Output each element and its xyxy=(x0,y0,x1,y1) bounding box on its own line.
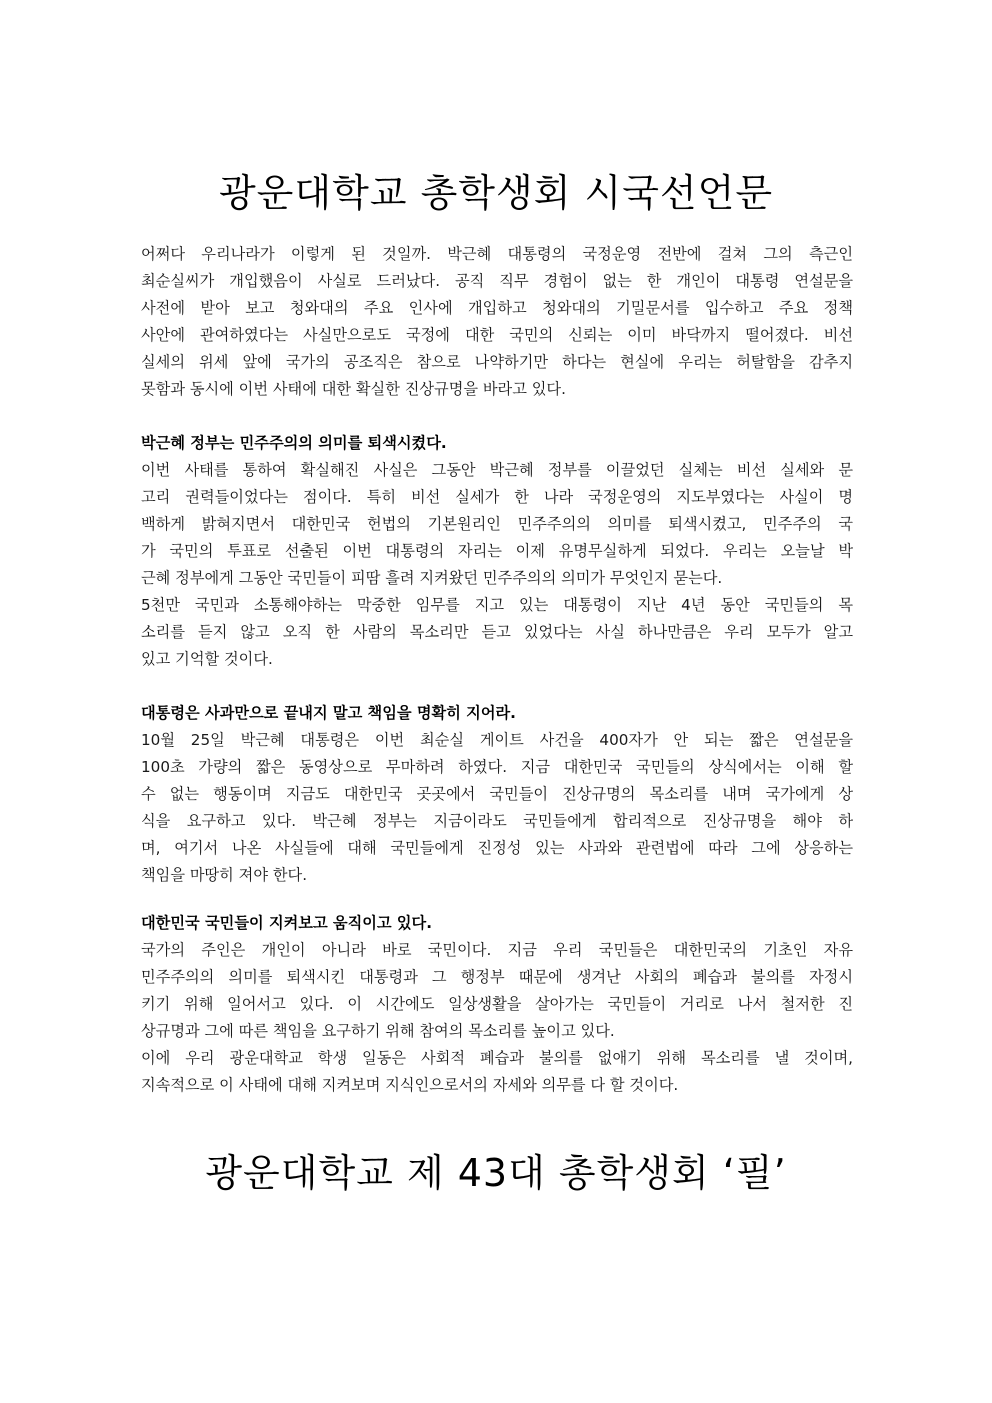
text-line: 근혜 정부에게 그동안 국민들이 피땀 흘려 지켜왔던 민주주의의 의미가 무엇인지 묻는다. xyxy=(141,569,723,587)
text-line: 수 없는 행동이며 지금도 대한민국 곳곳에서 국민들이 진상규명의 목소리를 내며 국가에게 상 xyxy=(141,785,853,803)
text-line: 사전에 받아 보고 청와대의 주요 인사에 개입하고 청와대의 기밀문서를 입수하고 주요 정책 xyxy=(141,299,853,317)
section-responsibility xyxy=(141,700,853,889)
text-line: 고리 권력들이었다는 점이다. 특히 비선 실세가 한 나라 국정운영의 지도부였다는 사실이 명 xyxy=(141,488,853,506)
text-line: 소리를 듣지 않고 오직 한 사람의 목소리만 듣고 있었다는 사실 하나만큼은 우리 모두가 알고 xyxy=(141,623,853,641)
text-line: 있고 기억할 것이다. xyxy=(141,650,273,668)
section-heading: 박근혜 정부는 민주주의의 의미를 퇴색시켰다. xyxy=(141,434,447,452)
intro-paragraph xyxy=(141,241,853,403)
text-line: 실세의 위세 앞에 국가의 공조직은 참으로 나약하기만 하다는 현실에 우리는 허탈함을 감추지 xyxy=(141,353,853,371)
text-line: 식을 요구하고 있다. 박근혜 정부는 지금이라도 국민들에게 합리적으로 진상규명을 해야 하 xyxy=(141,812,853,830)
text-line: 이에 우리 광운대학교 학생 일동은 사회적 폐습과 불의를 없애기 위해 목소리를 낼 것이며, xyxy=(141,1049,853,1067)
section-democracy xyxy=(141,430,853,673)
text-line: 5천만 국민과 소통해야하는 막중한 임무를 지고 있는 대통령이 지난 4년 동안 국민들의 목 xyxy=(141,596,853,614)
section-heading: 대통령은 사과만으로 끝내지 말고 책임을 명확히 지어라. xyxy=(141,704,516,722)
text-line: 최순실씨가 개입했음이 사실로 드러났다. 공직 직무 경험이 없는 한 개인이 대통령 연설문을 xyxy=(141,272,853,290)
text-line: 민주주의의 의미를 퇴색시킨 대통령과 그 행정부 때문에 생겨난 사회의 폐습과 불의를 자정시 xyxy=(141,968,853,986)
text-line: 사안에 관여하였다는 사실만으로도 국정에 대한 국민의 신뢰는 이미 바닥까지 떨어졌다. 비선 xyxy=(141,326,853,344)
text-line: 국가의 주인은 개인이 아니라 바로 국민이다. 지금 우리 국민들은 대한민국의 기초인 자유 xyxy=(141,941,853,959)
document-title: 광운대학교 총학생회 시국선언문 xyxy=(218,171,774,215)
text-line: 이번 사태를 통하여 확실해진 사실은 그동안 박근혜 정부를 이끌었던 실체는 비선 실세와 문 xyxy=(141,461,853,479)
text-line: 며, 여기서 나온 사실들에 대해 국민들에게 진정성 있는 사과와 관련법에 따라 그에 상응하는 xyxy=(141,839,853,857)
text-line: 가 국민의 투표로 선출된 이번 대통령의 자리는 이제 유명무실하게 되었다. 우리는 오늘날 박 xyxy=(141,542,853,560)
text-line: 100초 가량의 짧은 동영상으로 무마하려 하였다. 지금 대한민국 국민들의 상식에서는 이해 할 xyxy=(141,758,853,776)
text-line: 지속적으로 이 사태에 대해 지켜보며 지식인으로서의 자세와 의무를 다 할 것이다. xyxy=(141,1076,679,1094)
section-citizens xyxy=(141,910,853,1099)
text-line: 상규명과 그에 따른 책임을 요구하기 위해 참여의 목소리를 높이고 있다. xyxy=(141,1022,615,1040)
section-heading: 대한민국 국민들이 지켜보고 움직이고 있다. xyxy=(141,914,432,932)
text-line: 어쩌다 우리나라가 이렇게 된 것일까. 박근혜 대통령의 국정운영 전반에 걸쳐 그의 측근인 xyxy=(141,245,853,263)
text-line: 책임을 마땅히 져야 한다. xyxy=(141,866,308,884)
signature: 광운대학교 제 43대 총학생회 ‘필’ xyxy=(205,1151,787,1195)
text-line: 10월 25일 박근혜 대통령은 이번 최순실 게이트 사건을 400자가 안 되는 짧은 연설문을 xyxy=(141,731,853,749)
text-line: 백하게 밝혀지면서 대한민국 헌법의 기본원리인 민주주의의 의미를 퇴색시켰고, 민주주의 국 xyxy=(141,515,853,533)
text-line: 못함과 동시에 이번 사태에 대한 확실한 진상규명을 바라고 있다. xyxy=(141,380,566,398)
text-line: 키기 위해 일어서고 있다. 이 시간에도 일상생활을 살아가는 국민들이 거리로 나서 철저한 진 xyxy=(141,995,853,1013)
